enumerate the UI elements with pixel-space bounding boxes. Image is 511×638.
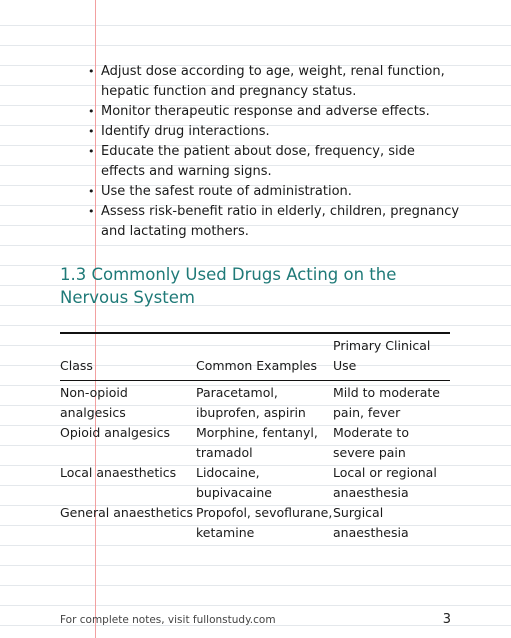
- table-cell: Propofol, sevoflurane, ketamine: [196, 505, 333, 540]
- table-cell: Surgical anaesthesia: [333, 505, 409, 540]
- table-cell: Local anaesthetics: [60, 465, 177, 480]
- table-cell: Mild to moderate pain, fever: [333, 385, 441, 420]
- table-cell: General anaesthetics: [60, 505, 193, 520]
- table-cell: Paracetamol, ibuprofen, aspirin: [196, 385, 306, 420]
- table-row: [60, 381, 450, 424]
- list-item: • Use the safest route of administration.: [88, 182, 460, 202]
- page-number: 3: [442, 612, 451, 627]
- table-row: [60, 503, 450, 543]
- footer-note: For complete notes, visit fullonstudy.com: [60, 614, 276, 626]
- list-item: • Monitor therapeutic response and adverse effects.: [88, 102, 460, 122]
- table-row: [60, 423, 450, 463]
- list-item: • Assess risk-benefit ratio in elderly, children, pregnancy and lactating mothers.: [88, 202, 460, 242]
- table-cell: Opioid analgesics: [60, 425, 170, 440]
- list-item: • Educate the patient about dose, frequency, side effects and warning signs.: [88, 142, 460, 182]
- drug-class-table: [60, 332, 450, 543]
- guideline-bullet-list: [88, 62, 460, 242]
- table-cell: Lidocaine, bupivacaine: [196, 465, 272, 500]
- column-header-class: Class: [60, 358, 93, 373]
- column-header-clinical-use: Primary Clinical Use: [333, 338, 431, 373]
- table-cell: Local or regional anaesthesia: [333, 465, 437, 500]
- section-heading: 1.3 Commonly Used Drugs Acting on the Nervous System: [60, 265, 397, 307]
- table-cell: Non-opioid analgesics: [60, 385, 128, 420]
- table-cell: Morphine, fentanyl, tramadol: [196, 425, 318, 460]
- table-header-row: [60, 333, 450, 381]
- list-item: • Adjust dose according to age, weight, renal function, hepatic function and pregnancy status.: [88, 62, 460, 102]
- table-row: [60, 463, 450, 503]
- table-cell: Moderate to severe pain: [333, 425, 409, 460]
- column-header-examples: Common Examples: [196, 358, 318, 373]
- list-item: • Identify drug interactions.: [88, 122, 460, 142]
